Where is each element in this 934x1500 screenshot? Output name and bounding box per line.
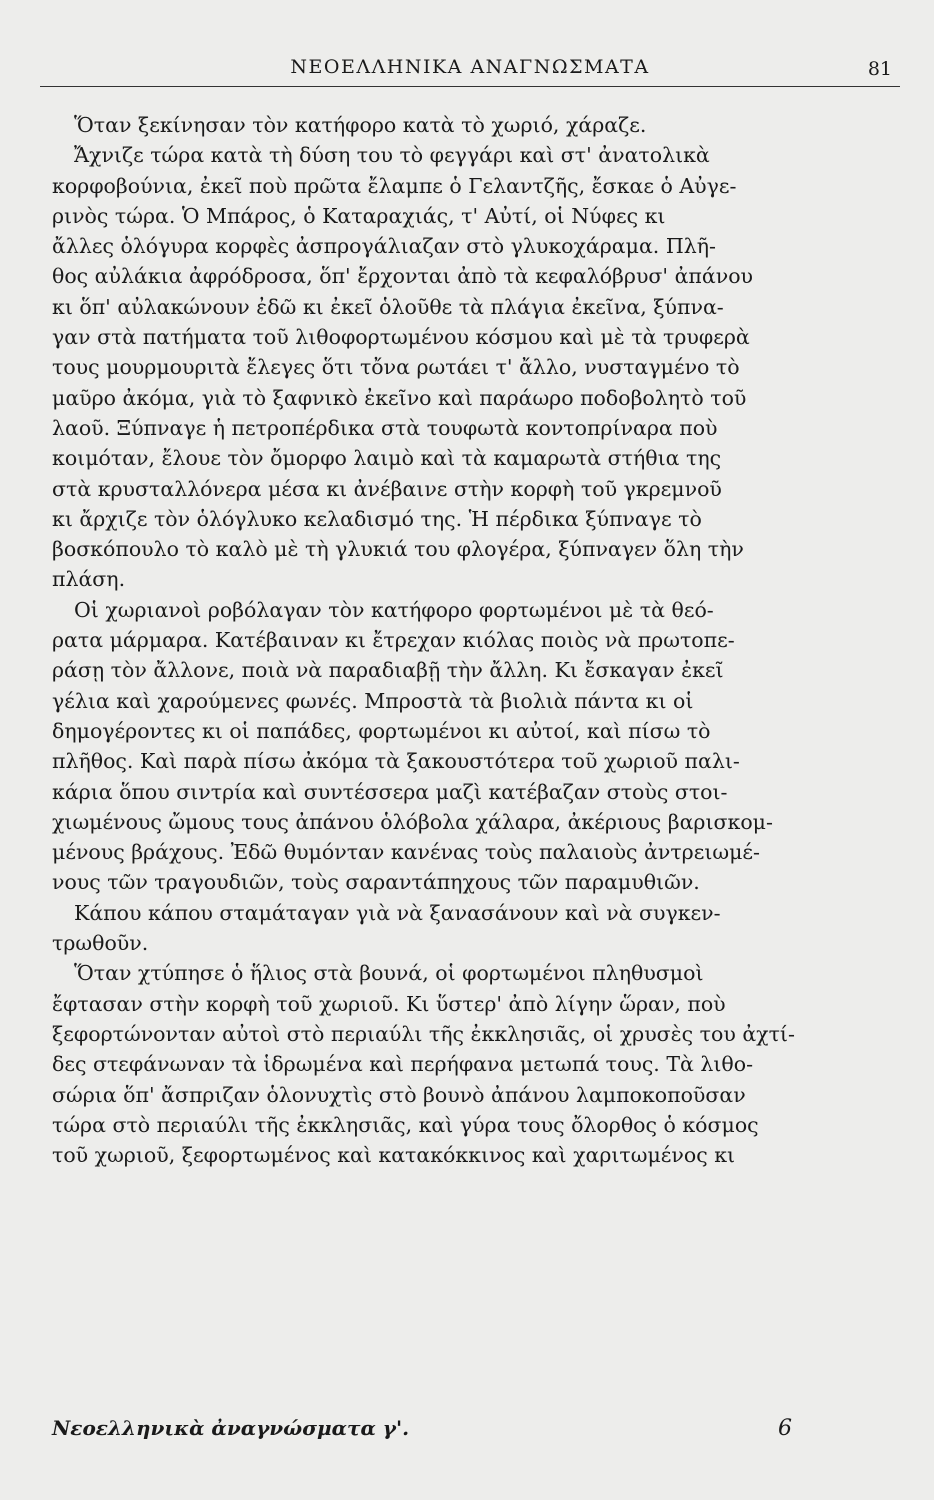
text-line: ἄλλες ὁλόγυρα κορφὲς ἀσπρογάλιαζαν στὸ γλυκοχάραμα. Πλῆ- [52,234,716,259]
text-line: ἔφτασαν στὴν κορφὴ τοῦ χωριοῦ. Κι ὕστερ' ἀπὸ λίγην ὥραν, ποὺ [52,991,726,1016]
text-line: σώρια ὅπ' ἄσπριζαν ὁλονυχτὶς στὸ βουνὸ ἀπάνου λαμποκοποῦσαν [52,1082,746,1107]
header-title: ΝΕΟΕΛΛΗΝΙΚΑ ΑΝΑΓΝΩΣΜΑΤΑ [290,56,650,78]
text-line: δες στεφάνωναν τὰ ἱδρωμένα καὶ περήφανα μετωπά τους. Τὰ λιθο- [52,1052,754,1077]
text-line: Οἱ χωριανοὶ ροβόλαγαν τὸν κατήφορο φορτωμένοι μὲ τὰ θεό- [74,597,714,622]
text-line: βοσκόπουλο τὸ καλὸ μὲ τὴ γλυκιά του φλογέρα, ξύπναγεν ὅλη τὴν [52,537,744,562]
text-line: κι ἄρχιζε τὸν ὁλόγλυκο κελαδισμό της. Ἡ πέρδικα ξύπναγε τὸ [52,506,702,531]
text-line: στὰ κρυσταλλόνερα μέσα κι ἀνέβαινε στὴν κορφὴ τοῦ γκρεμνοῦ [52,476,722,501]
text-line: κι ὅπ' αὐλακώνουν ἐδῶ κι ἐκεῖ ὁλοῦθε τὰ πλάγια ἐκεῖνα, ξύπνα- [52,294,724,319]
footer-book-title: Νεοελληνικὰ ἀναγνώσματα γ'. [52,1416,410,1440]
text-line: τους μουρμουριτὰ ἔλεγες ὅτι τὄνα ρωτάει τ' ἄλλο, νυσταγμένο τὸ [52,355,740,380]
text-line: μένους βράχους. Ἐδῶ θυμόνταν κανένας τοὺς παλαιοὺς ἀντρειωμέ- [52,840,760,865]
page-number: 81 [867,58,892,80]
text-line: ρινὸς τώρα. Ὁ Μπάρος, ὁ Καταραχιάς, τ' Αὐτί, οἱ Νύφες κι [52,203,666,228]
text-line: νους τῶν τραγουδιῶν, τοὺς σαραντάπηχους τῶν παραμυθιῶν. [52,870,700,895]
text-line: τρωθοῦν. [52,931,149,956]
text-line: γαν στὰ πατήματα τοῦ λιθοφορτωμένου κόσμου καὶ μὲ τὰ τρυφερὰ [52,325,750,350]
text-line: Ὅταν χτύπησε ὁ ἥλιος στὰ βουνά, οἱ φορτωμένοι πληθυσμοὶ [74,961,704,986]
body-text [52,110,820,1170]
running-header [40,56,900,90]
header-rule [40,86,900,87]
text-line: κορφοβούνια, ἐκεῖ ποὺ πρῶτα ἔλαμπε ὁ Γελαντζῆς, ἔσκαε ὁ Αὐγε- [52,173,737,198]
text-line: ξεφορτώνονταν αὐτοὶ στὸ περιαύλι τῆς ἐκκλησιᾶς, οἱ χρυσὲς του ἀχτί- [52,1021,795,1046]
signature-number: 6 [778,1416,792,1441]
text-line: κάρια ὅπου σιντρία καὶ συντέσσερα μαζὶ κατέβαζαν στοὺς στοι- [52,779,728,804]
text-line: γέλια καὶ χαρούμενες φωνές. Μπροστὰ τὰ βιολιὰ πάντα κι οἱ [52,688,694,713]
text-line: πλῆθος. Καὶ παρὰ πίσω ἀκόμα τὰ ξακουστότερα τοῦ χωριοῦ παλι- [52,749,740,774]
text-line: δημογέροντες κι οἱ παπάδες, φορτωμένοι κι αὐτοί, καὶ πίσω τὸ [52,718,711,743]
text-line: Ἄχνιζε τώρα κατὰ τὴ δύση του τὸ φεγγάρι καὶ στ' ἀνατολικὰ [74,143,710,168]
text-line: μαῦρο ἀκόμα, γιὰ τὸ ξαφνικὸ ἐκεῖνο καὶ παράωρο ποδοβολητὸ τοῦ [52,385,747,410]
text-line: τώρα στὸ περιαύλι τῆς ἐκκλησιᾶς, καὶ γύρα τους ὄλορθος ὁ κόσμος [52,1112,759,1137]
text-line: λαοῦ. Ξύπναγε ἡ πετροπέρδικα στὰ τουφωτὰ κοντοπρίναρα ποὺ [52,415,718,440]
page-footer [52,1416,822,1450]
text-line: τοῦ χωριοῦ, ξεφορτωμένος καὶ κατακόκκινος καὶ χαριτωμένος κι [52,1143,736,1168]
text-line: κοιμόταν, ἔλουε τὸν ὄμορφο λαιμὸ καὶ τὰ καμαρωτὰ στήθια της [52,446,722,471]
text-line: χιωμένους ὤμους τους ἀπάνου ὁλόβολα χάλαρα, ἀκέριους βαρισκομ- [52,809,773,834]
text-line: Κάπου κάπου σταμάταγαν γιὰ νὰ ξανασάνουν καὶ νὰ συγκεν- [74,900,721,925]
text-line: Ὅταν ξεκίνησαν τὸν κατήφορο κατὰ τὸ χωριό, χάραζε. [74,113,647,137]
text-line: θος αὐλάκια ἀφρόδροσα, ὅπ' ἔρχονται ἀπὸ τὰ κεφαλόβρυσ' ἀπάνου [52,264,753,289]
text-line: πλάση. [52,567,126,592]
text-line: ράσῃ τὸν ἄλλονε, ποιὰ νὰ παραδιαβῇ τὴν ἄλλη. Κι ἔσκαγαν ἐκεῖ [52,658,724,683]
text-line: ρατα μάρμαρα. Κατέβαιναν κι ἔτρεχαν κιόλας ποιὸς νὰ πρωτοπε- [52,628,735,653]
